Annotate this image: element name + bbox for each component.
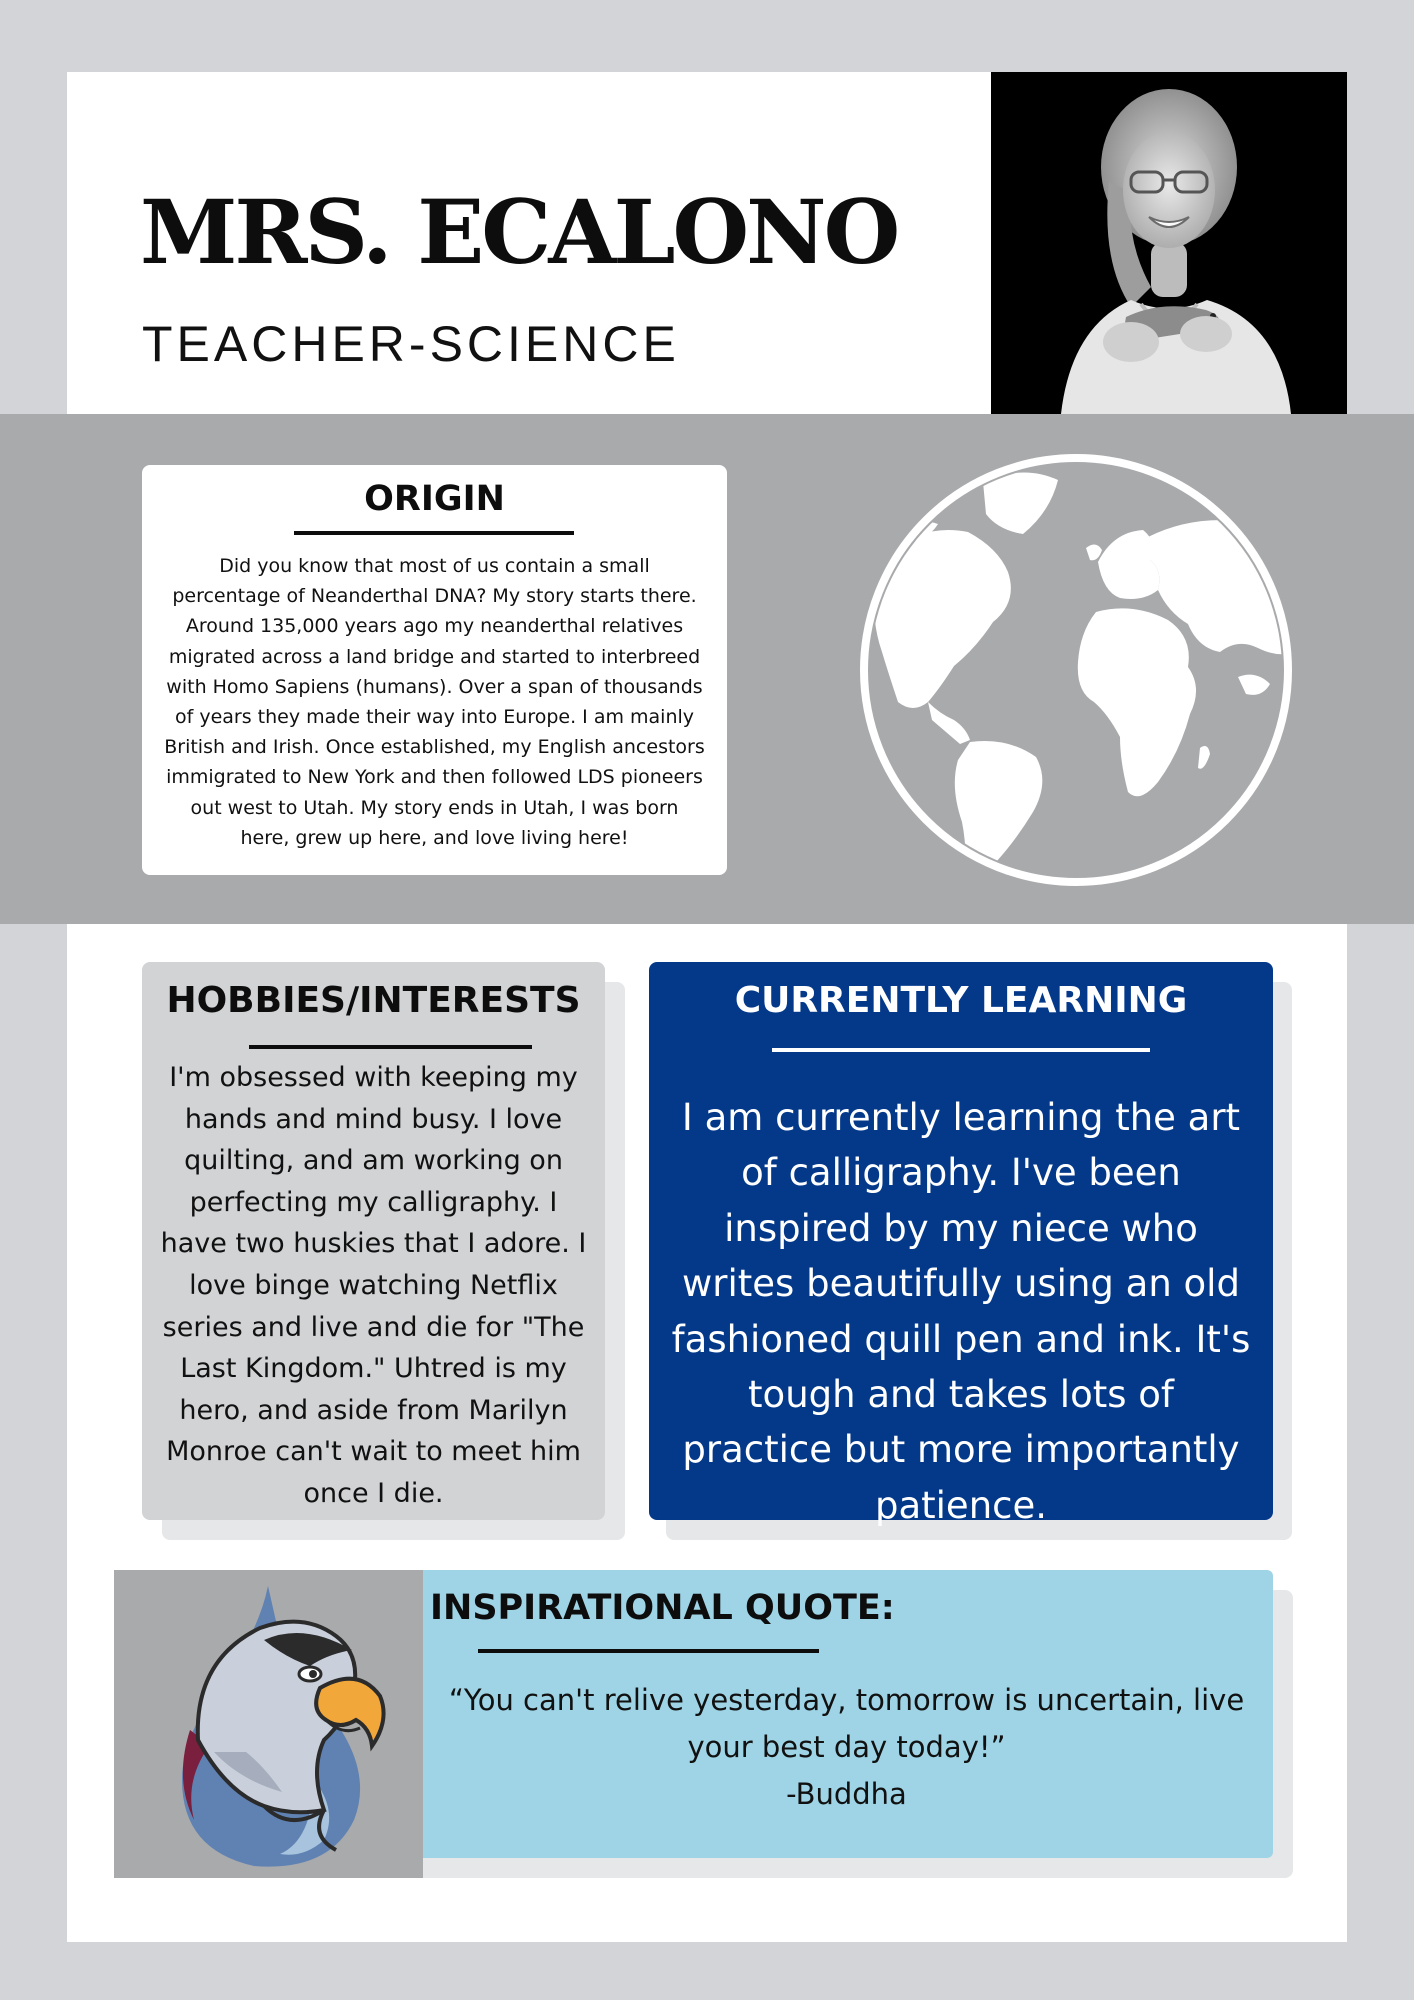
teacher-name: MRS. ECALONO <box>140 180 898 284</box>
origin-title-underline <box>294 531 574 535</box>
learning-text: I am currently learning the art of calligraphy. I've been inspired by my niece who writes beautifully using an old fashioned quill pen and ink. It's tough and takes lots of practice but more importantly patience. <box>671 1096 1251 1527</box>
quote-title: INSPIRATIONAL QUOTE: <box>430 1588 895 1628</box>
learning-title: CURRENTLY LEARNING <box>734 980 1188 1021</box>
quote-text: “You can't relive yesterday, tomorrow is uncertain, live your best day today!” <box>448 1683 1245 1764</box>
teacher-role: TEACHER-SCIENCE <box>142 316 680 372</box>
quote-author: -Buddha <box>786 1777 907 1811</box>
origin-card <box>142 465 727 875</box>
eagle-mascot <box>114 1570 423 1878</box>
origin-title: ORIGIN <box>364 479 505 519</box>
hobbies-title-underline <box>249 1045 532 1049</box>
globe-icon <box>858 452 1294 888</box>
origin-text: Did you know that most of us contain a small percentage of Neanderthal DNA? My story starts there. Around 135,000 years ago my neanderthal relatives migrated across a land bridge and started to interbreed with Homo Sapiens (humans). Over a span of thousands of years they made their way into Europe. I am mainly British and Irish. Once established, my English ancestors immigrated to New York and then followed LDS pioneers out west to Utah. My story ends in Utah, I was born here, grew up here, and love living here! <box>164 555 705 849</box>
hobbies-text: I'm obsessed with keeping my hands and mind busy. I love quilting, and am working on perfecting my calligraphy. I have two huskies that I adore. I love binge watching Netflix series and live and die for "The Last Kingdom." Uhtred is my hero, and aside from Marilyn Monroe can't wait to meet him once I die. <box>160 1062 587 1509</box>
learning-title-underline <box>772 1048 1150 1052</box>
teacher-portrait-photo <box>991 72 1347 414</box>
hobbies-title: HOBBIES/INTERESTS <box>166 980 581 1021</box>
learning-card <box>649 962 1273 1527</box>
hobbies-card <box>142 962 605 1520</box>
quote-title-underline <box>478 1649 819 1653</box>
